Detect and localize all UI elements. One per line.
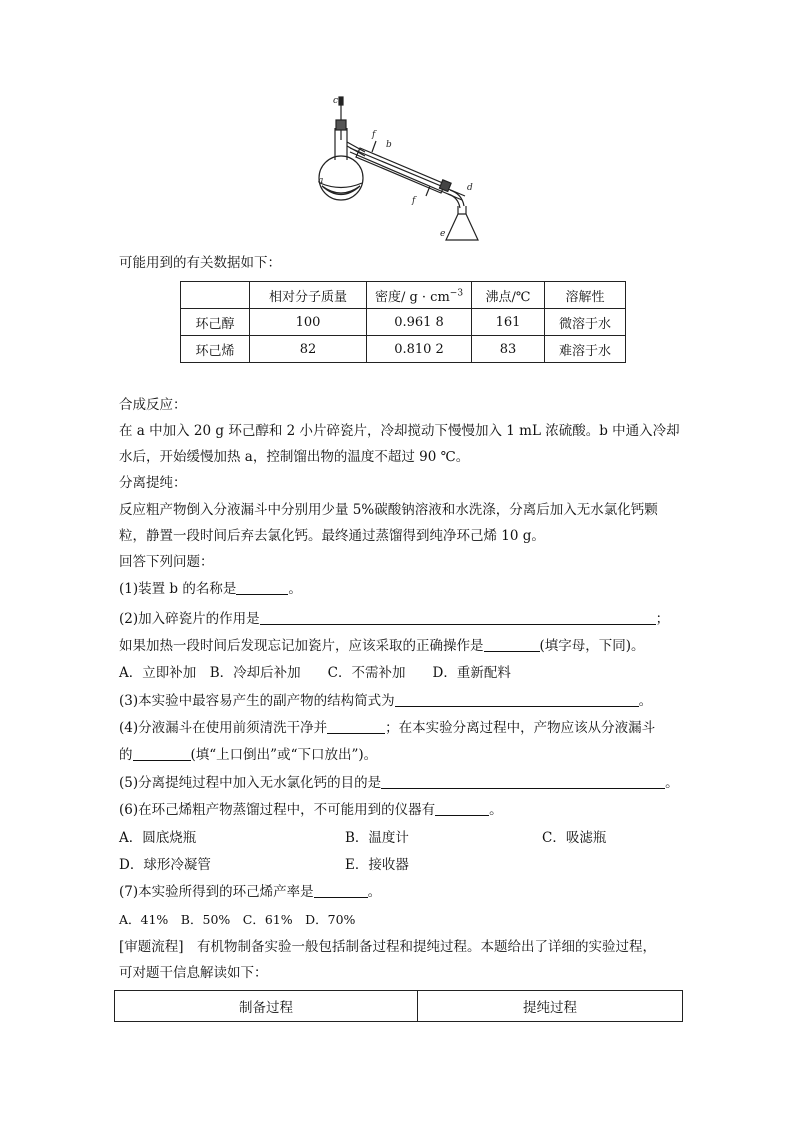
table-header-boiling-point: 沸点/℃ [472,282,545,309]
review-line-1: [审题流程] 有机物制备实验一般包括制备过程和提纯过程。本题给出了详细的实验过程， [119,939,657,955]
question-5: (5)分离提纯过程中加入无水氯化钙的目的是 。 [119,775,679,791]
table-row: 环己烯 82 0.810 2 83 难溶于水 [181,336,626,363]
table-header-density: 密度/ $g \cdot cm^{-3}$ [367,282,472,309]
q6-option-c: C．吸滤瓶 [542,830,607,846]
question-3: (3)本实验中最容易产生的副产物的结构简式为 。 [119,693,653,709]
label-b: b [386,140,392,150]
answer-blank[interactable] [133,746,191,761]
synthesis-line-1: 在 a 中加入 20 g 环己醇和 2 小片碎瓷片，冷却搅动下慢慢加入 1 mL 浓硫酸。b 中通入冷却 [119,423,680,439]
answer-blank[interactable] [260,610,656,625]
answer-blank[interactable] [484,637,540,652]
q6-option-d: D．球形冷凝管 [119,857,211,873]
label-a: a [318,176,324,186]
synthesis-line-2: 水后，开始缓慢加热 a，控制馏出物的温度不超过 90 ℃。 [119,449,470,465]
q6-option-b: B．温度计 [345,830,409,846]
data-table [180,281,626,363]
header-purification: 提纯过程 [418,991,683,1022]
intro-text: 可能用到的有关数据如下： [119,255,281,271]
synthesis-title: 合成反应： [119,397,187,413]
header-preparation: 制备过程 [115,991,418,1022]
label-f-upper: f [372,130,376,140]
label-e: e [440,229,446,239]
separation-line-1: 反应粗产物倒入分液漏斗中分别用少量 5%碳酸钠溶液和水洗涤，分离后加入无水氯化钙颗 [119,502,658,518]
question-4-followup: 的 (填“上口倒出”或“下口放出”)。 [119,747,378,763]
process-table [114,990,683,1022]
table-row: 环己醇 100 0.961 8 161 微溶于水 [181,309,626,336]
answer-blank[interactable] [381,774,665,789]
label-c: c [333,96,339,106]
separation-line-2: 粒，静置一段时间后弃去氯化钙。最终通过蒸馏得到纯净环己烯 10 g。 [119,528,545,544]
separation-title: 分离提纯： [119,475,187,491]
question-1: (1)装置 b 的名称是 。 [119,581,302,597]
question-2-followup: 如果加热一段时间后发现忘记加瓷片，应该采取的正确操作是 (填字母，下同)。 [119,638,645,654]
table-header-molar-mass: 相对分子质量 [250,282,367,309]
question-7-options: A．41% B．50% C．61% D．70% [119,912,356,927]
distillation-apparatus-diagram [0,0,794,260]
question-2: (2)加入碎瓷片的作用是 ； [119,611,670,627]
label-d: d [467,183,473,193]
answer-blank[interactable] [395,692,639,707]
question-6: (6)在环己烯粗产物蒸馏过程中，不可能用到的仪器有 。 [119,802,503,818]
question-4: (4)分液漏斗在使用前须清洗干净并 ；在本实验分离过程中，产物应该从分液漏斗 [119,720,656,736]
question-7: (7)本实验所得到的环己烯产率是 。 [119,884,382,900]
answer-prompt: 回答下列问题： [119,554,214,570]
review-line-2: 可对题干信息解读如下： [119,965,268,981]
table-header-solubility: 溶解性 [545,282,626,309]
q6-option-a: A．圆底烧瓶 [119,830,197,846]
table-header-blank [181,282,250,309]
label-f-lower: f [412,196,416,206]
q6-option-e: E．接收器 [345,857,409,873]
answer-blank[interactable] [435,801,489,816]
answer-blank[interactable] [327,719,385,734]
answer-blank[interactable] [314,883,368,898]
question-2-options: A．立即补加 B．冷却后补加 C．不需补加 D．重新配料 [119,665,511,681]
answer-blank[interactable] [236,580,288,595]
